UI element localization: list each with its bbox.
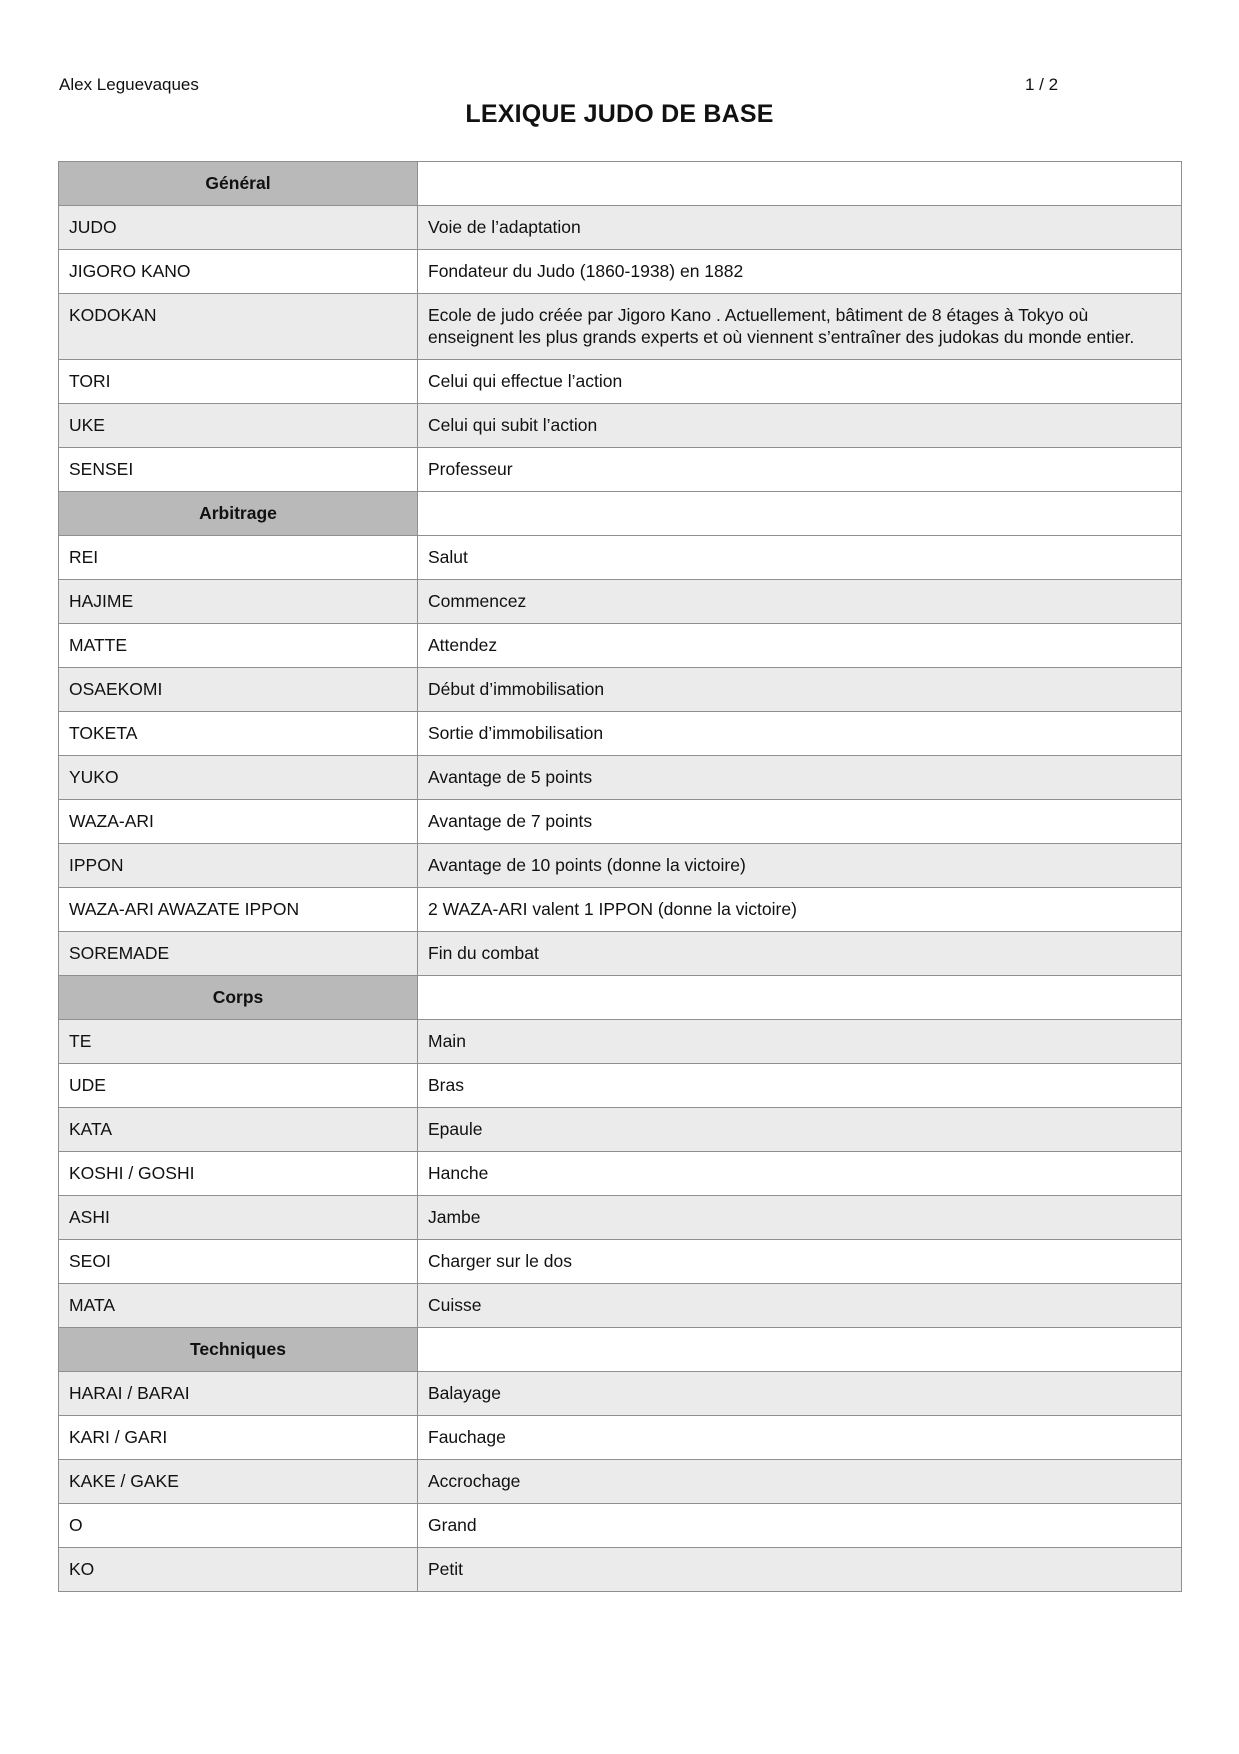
header-author: Alex Leguevaques — [59, 75, 199, 94]
table-row — [59, 888, 1182, 932]
definition-cell: Avantage de 5 points — [418, 756, 1182, 800]
section-header-row — [59, 492, 1182, 536]
term-cell: OSAEKOMI — [59, 668, 418, 712]
definition-cell: Début d’immobilisation — [418, 668, 1182, 712]
table-row — [59, 624, 1182, 668]
definition-cell: Bras — [418, 1064, 1182, 1108]
definition-cell: Avantage de 10 points (donne la victoire) — [418, 844, 1182, 888]
table-row — [59, 1240, 1182, 1284]
section-header-row — [59, 976, 1182, 1020]
table-row — [59, 668, 1182, 712]
term-cell: KO — [59, 1548, 418, 1592]
lexicon-table — [58, 161, 1182, 1592]
term-cell: ASHI — [59, 1196, 418, 1240]
section-title: Général — [59, 162, 418, 206]
table-row — [59, 1108, 1182, 1152]
term-cell: TE — [59, 1020, 418, 1064]
definition-cell: Grand — [418, 1504, 1182, 1548]
definition-cell: Petit — [418, 1548, 1182, 1592]
term-cell: MATA — [59, 1284, 418, 1328]
term-cell: MATTE — [59, 624, 418, 668]
table-row — [59, 756, 1182, 800]
table-row — [59, 1504, 1182, 1548]
definition-cell: Celui qui effectue l’action — [418, 360, 1182, 404]
section-header-row — [59, 1328, 1182, 1372]
definition-cell: Fondateur du Judo (1860-1938) en 1882 — [418, 250, 1182, 294]
definition-cell: Fin du combat — [418, 932, 1182, 976]
term-cell: UKE — [59, 404, 418, 448]
term-cell: O — [59, 1504, 418, 1548]
table-row — [59, 294, 1182, 360]
section-title: Corps — [59, 976, 418, 1020]
term-cell: HARAI / BARAI — [59, 1372, 418, 1416]
definition-cell: Epaule — [418, 1108, 1182, 1152]
table-row — [59, 844, 1182, 888]
table-row — [59, 712, 1182, 756]
table-row — [59, 1064, 1182, 1108]
definition-cell: Cuisse — [418, 1284, 1182, 1328]
table-row — [59, 1548, 1182, 1592]
section-title: Techniques — [59, 1328, 418, 1372]
term-cell: KAKE / GAKE — [59, 1460, 418, 1504]
lexicon-table-body — [59, 162, 1182, 1592]
section-title: Arbitrage — [59, 492, 418, 536]
table-row — [59, 206, 1182, 250]
term-cell: TOKETA — [59, 712, 418, 756]
table-row — [59, 404, 1182, 448]
definition-cell: Accrochage — [418, 1460, 1182, 1504]
definition-cell: Avantage de 7 points — [418, 800, 1182, 844]
definition-cell: Charger sur le dos — [418, 1240, 1182, 1284]
table-row — [59, 1020, 1182, 1064]
section-empty-cell — [418, 162, 1182, 206]
definition-cell: Commencez — [418, 580, 1182, 624]
term-cell: SENSEI — [59, 448, 418, 492]
term-cell: YUKO — [59, 756, 418, 800]
definition-cell: Celui qui subit l’action — [418, 404, 1182, 448]
section-empty-cell — [418, 492, 1182, 536]
table-row — [59, 1284, 1182, 1328]
table-row — [59, 1416, 1182, 1460]
table-row — [59, 536, 1182, 580]
definition-cell: Balayage — [418, 1372, 1182, 1416]
term-cell: TORI — [59, 360, 418, 404]
definition-cell: Jambe — [418, 1196, 1182, 1240]
term-cell: WAZA-ARI — [59, 800, 418, 844]
term-cell: SEOI — [59, 1240, 418, 1284]
table-row — [59, 1372, 1182, 1416]
section-header-row — [59, 162, 1182, 206]
table-row — [59, 448, 1182, 492]
definition-cell: Sortie d’immobilisation — [418, 712, 1182, 756]
definition-cell: Main — [418, 1020, 1182, 1064]
table-row — [59, 250, 1182, 294]
term-cell: JIGORO KANO — [59, 250, 418, 294]
page-number: 1 / 2 — [1025, 75, 1059, 94]
term-cell: KODOKAN — [59, 294, 418, 360]
term-cell: IPPON — [59, 844, 418, 888]
definition-cell: Salut — [418, 536, 1182, 580]
definition-cell: Ecole de judo créée par Jigoro Kano . Actuellement, bâtiment de 8 étages à Tokyo où enseignent les plus grands experts et où viennent s’entraîner des judokas du monde entier. — [418, 294, 1182, 360]
table-row — [59, 932, 1182, 976]
section-empty-cell — [418, 1328, 1182, 1372]
term-cell: HAJIME — [59, 580, 418, 624]
term-cell: WAZA-ARI AWAZATE IPPON — [59, 888, 418, 932]
term-cell: KARI / GARI — [59, 1416, 418, 1460]
section-empty-cell — [418, 976, 1182, 1020]
definition-cell: Attendez — [418, 624, 1182, 668]
definition-cell: Hanche — [418, 1152, 1182, 1196]
term-cell: KOSHI / GOSHI — [59, 1152, 418, 1196]
page-title: LEXIQUE JUDO DE BASE — [465, 100, 774, 128]
table-row — [59, 1196, 1182, 1240]
term-cell: KATA — [59, 1108, 418, 1152]
table-row — [59, 1460, 1182, 1504]
definition-cell: Fauchage — [418, 1416, 1182, 1460]
term-cell: UDE — [59, 1064, 418, 1108]
table-row — [59, 1152, 1182, 1196]
term-cell: REI — [59, 536, 418, 580]
table-row — [59, 360, 1182, 404]
definition-cell: 2 WAZA-ARI valent 1 IPPON (donne la victoire) — [418, 888, 1182, 932]
table-row — [59, 580, 1182, 624]
term-cell: SOREMADE — [59, 932, 418, 976]
definition-cell: Professeur — [418, 448, 1182, 492]
table-row — [59, 800, 1182, 844]
definition-cell: Voie de l’adaptation — [418, 206, 1182, 250]
term-cell: JUDO — [59, 206, 418, 250]
